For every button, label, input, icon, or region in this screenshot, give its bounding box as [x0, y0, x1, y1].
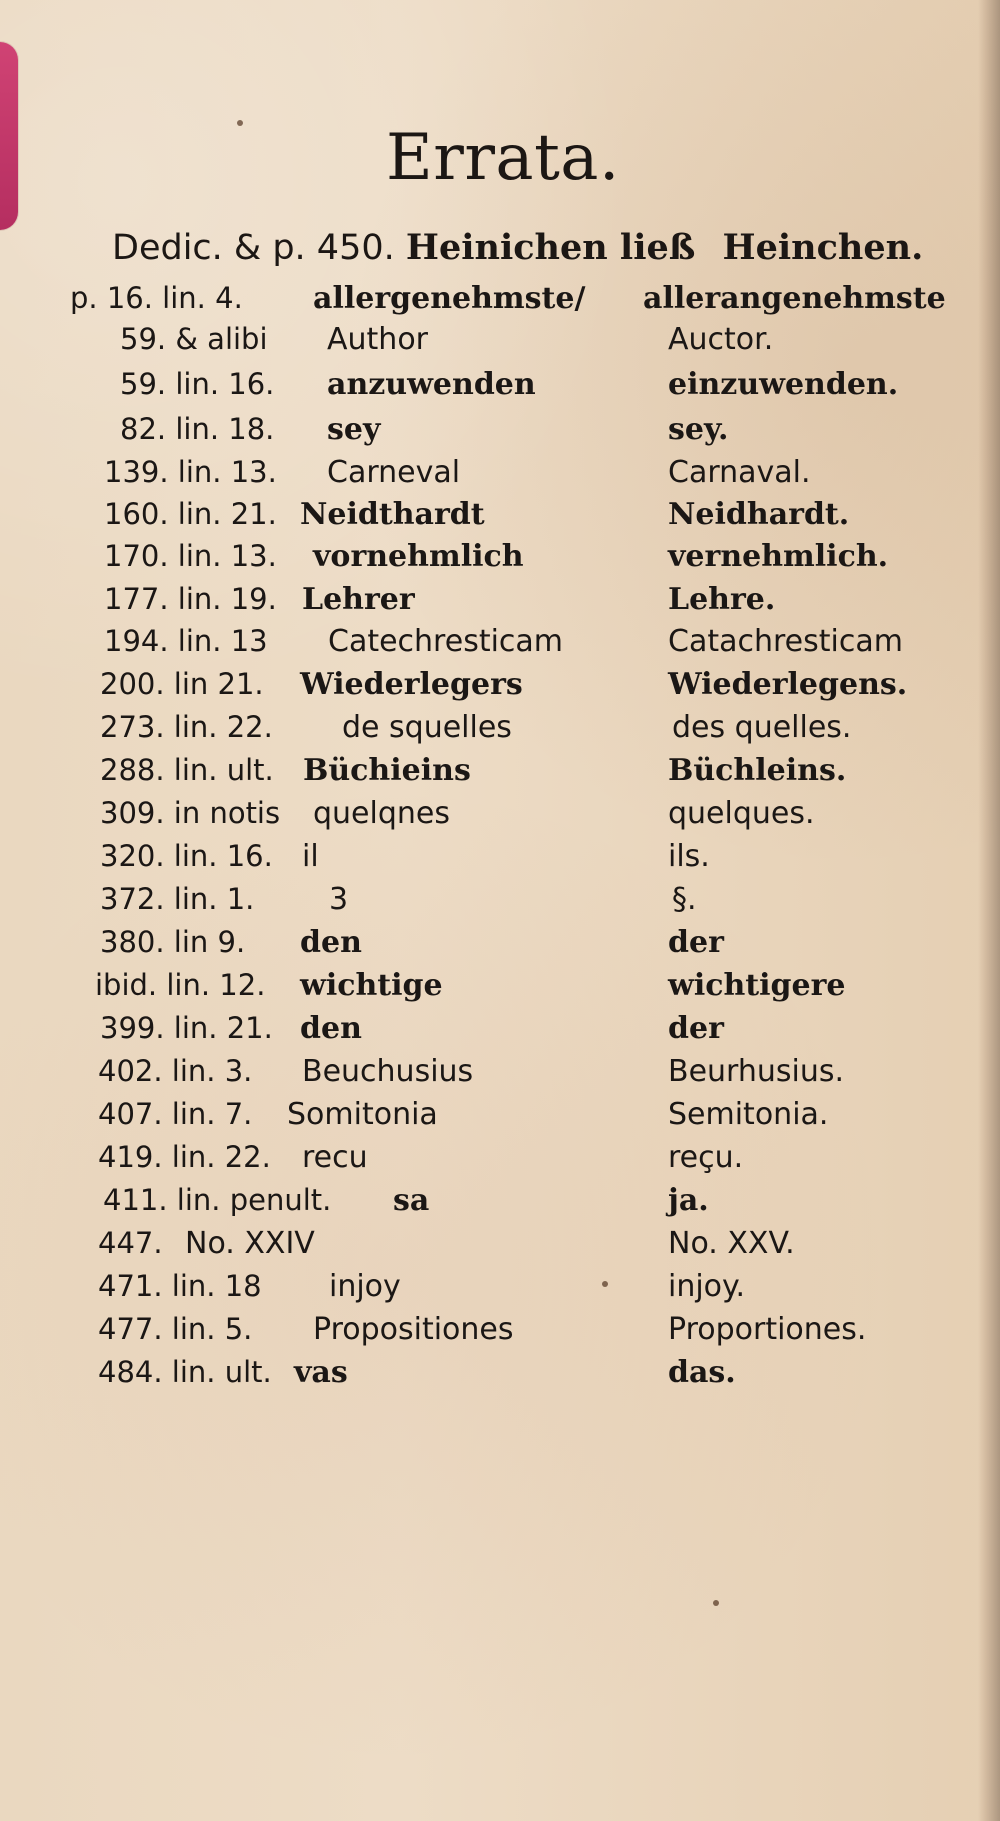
errata-row [0, 1054, 1000, 1101]
row-correct-text: das. [668, 1355, 736, 1390]
errata-row [0, 539, 1000, 586]
errata-row [0, 1355, 1000, 1402]
row-wrong-text: No. XXIV [185, 1226, 315, 1261]
row-wrong-text: den [300, 925, 362, 960]
row-reference: 194. lin. 13 [104, 624, 268, 658]
row-reference: 471. lin. 18 [98, 1269, 262, 1303]
row-wrong-text: il [302, 839, 319, 874]
errata-row [0, 882, 1000, 929]
row-reference: 402. lin. 3. [98, 1054, 253, 1088]
row-wrong-text: Propositiones [313, 1312, 514, 1347]
row-correct-text: Lehre. [668, 582, 776, 617]
errata-row [0, 968, 1000, 1015]
row-wrong-text: sa [393, 1183, 430, 1218]
row-wrong-text: Büchieins [303, 753, 471, 788]
page-title: Errata. [386, 121, 620, 195]
errata-row [0, 753, 1000, 800]
errata-row [0, 322, 1000, 369]
row-wrong-text: vornehmlich [313, 539, 524, 574]
errata-row [0, 1183, 1000, 1230]
errata-row [0, 582, 1000, 629]
errata-row [0, 497, 1000, 544]
row-wrong-text: Somitonia [287, 1097, 438, 1132]
row-reference: 419. lin. 22. [98, 1140, 271, 1174]
row-correct-text: des quelles. [672, 710, 852, 745]
row-reference: 309. in notis [100, 796, 281, 830]
row-correct-text: allerangenehmste [643, 281, 946, 316]
errata-row [0, 412, 1000, 459]
row-reference: 288. lin. ult. [100, 753, 274, 787]
row-wrong-text: de squelles [342, 710, 512, 745]
row-wrong-text: Beuchusius [302, 1054, 474, 1089]
row-reference: 59. & alibi [120, 322, 268, 356]
row-wrong-text: Neidthardt [300, 497, 485, 532]
row-wrong-text: Catechresticam [328, 624, 564, 659]
row-correct-text: Proportiones. [668, 1312, 867, 1347]
row-wrong-text: den [300, 1011, 362, 1046]
errata-row [0, 1011, 1000, 1058]
row-correct-text: Catachresticam [668, 624, 903, 659]
row-correct-text: quelques. [668, 796, 815, 831]
row-correct-text: Wiederlegens. [668, 667, 908, 702]
errata-row [0, 710, 1000, 757]
row-correct-text: No. XXV. [668, 1226, 795, 1261]
header-correct-text: Heinchen. [722, 227, 924, 268]
paper-speck [602, 1281, 608, 1287]
row-correct-text: ja. [668, 1183, 709, 1218]
row-reference: 273. lin. 22. [100, 710, 273, 744]
row-reference: 399. lin. 21. [100, 1011, 273, 1045]
row-wrong-text: vas [294, 1355, 348, 1390]
row-correct-text: sey. [668, 412, 729, 447]
row-correct-text: Beurhusius. [668, 1054, 845, 1089]
row-reference: 447. [98, 1226, 163, 1260]
errata-row [0, 1226, 1000, 1273]
row-wrong-text: sey [327, 412, 381, 447]
row-wrong-text: Lehrer [302, 582, 415, 617]
row-correct-text: Auctor. [668, 322, 774, 357]
row-correct-text: §. [672, 882, 697, 917]
header-wrong-text: Heinichen ließ [405, 227, 696, 268]
errata-row [0, 1269, 1000, 1316]
row-correct-text: reçu. [668, 1140, 744, 1175]
row-reference: 200. lin 21. [100, 667, 264, 701]
row-reference: 59. lin. 16. [120, 367, 275, 401]
errata-row [0, 1097, 1000, 1144]
row-correct-text: einzuwenden. [668, 367, 899, 402]
row-wrong-text: wichtige [300, 968, 443, 1003]
row-wrong-text: 3 [329, 882, 349, 917]
row-reference: ibid. lin. 12. [95, 968, 266, 1002]
row-reference: p. 16. lin. 4. [70, 281, 243, 315]
row-correct-text: Carnaval. [668, 455, 811, 490]
errata-row [0, 667, 1000, 714]
errata-row [0, 455, 1000, 502]
row-reference: 170. lin. 13. [104, 539, 277, 573]
row-wrong-text: quelqnes [313, 796, 450, 831]
errata-row [0, 925, 1000, 972]
row-wrong-text: Carneval [327, 455, 461, 490]
row-reference: 160. lin. 21. [104, 497, 277, 531]
row-reference: 177. lin. 19. [104, 582, 277, 616]
errata-row [0, 624, 1000, 671]
row-correct-text: Büchleins. [668, 753, 847, 788]
row-correct-text: vernehmlich. [668, 539, 889, 574]
row-correct-text: Semitonia. [668, 1097, 829, 1132]
row-reference: 411. lin. penult. [103, 1183, 332, 1217]
row-reference: 380. lin 9. [100, 925, 246, 959]
row-reference: 477. lin. 5. [98, 1312, 253, 1346]
row-correct-text: injoy. [668, 1269, 746, 1304]
row-reference: 407. lin. 7. [98, 1097, 253, 1131]
errata-row [0, 367, 1000, 414]
row-wrong-text: Wiederlegers [300, 667, 523, 702]
row-reference: 320. lin. 16. [100, 839, 273, 873]
row-reference: 139. lin. 13. [104, 455, 277, 489]
row-correct-text: der [668, 1011, 724, 1046]
row-wrong-text: recu [302, 1140, 368, 1175]
row-reference: 372. lin. 1. [100, 882, 255, 916]
row-wrong-text: injoy [329, 1269, 401, 1304]
row-correct-text: wichtigere [668, 968, 846, 1003]
paper-speck [237, 120, 243, 126]
errata-row [0, 839, 1000, 886]
row-reference: 484. lin. ult. [98, 1355, 272, 1389]
header-reference: Dedic. & p. 450. [112, 228, 395, 268]
errata-row [0, 1140, 1000, 1187]
row-correct-text: der [668, 925, 724, 960]
errata-row [0, 796, 1000, 843]
row-reference: 82. lin. 18. [120, 412, 275, 446]
row-wrong-text: anzuwenden [327, 367, 536, 402]
row-correct-text: Neidhardt. [668, 497, 850, 532]
paper-speck [713, 1600, 719, 1606]
row-wrong-text: allergenehmste/ [313, 281, 586, 316]
errata-row [0, 1312, 1000, 1359]
row-wrong-text: Author [327, 322, 429, 357]
row-correct-text: ils. [668, 839, 710, 874]
